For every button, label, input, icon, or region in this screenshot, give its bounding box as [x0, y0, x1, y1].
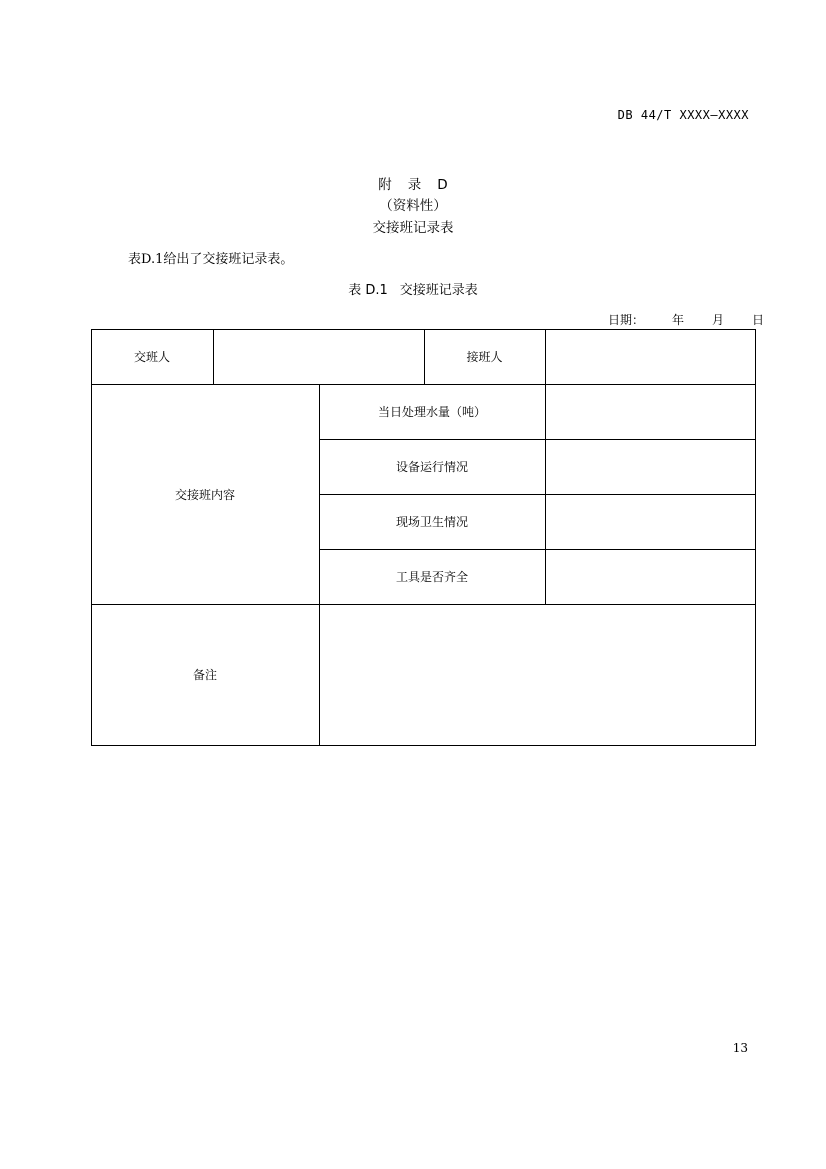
appendix-label-part: D [437, 177, 448, 193]
remarks-value[interactable] [319, 604, 756, 745]
content-value-tools-complete[interactable] [545, 549, 756, 604]
date-day: 日 [752, 313, 765, 327]
date-line [608, 311, 768, 328]
table-caption [0, 279, 826, 298]
table-caption-number: 表 D.1 [348, 283, 388, 298]
content-item-tools-complete: 工具是否齐全 [395, 570, 468, 584]
appendix-nature: （资料性） [379, 198, 447, 214]
takeover-person-value[interactable] [545, 329, 756, 384]
page-number: 13 [732, 1041, 748, 1055]
table-caption-title: 交接班记录表 [399, 283, 478, 298]
date-month: 月 [712, 313, 725, 327]
handover-person-value[interactable] [213, 329, 424, 384]
content-value-equipment-status[interactable] [545, 439, 756, 494]
handover-record-table [91, 329, 756, 746]
takeover-person-label: 接班人 [466, 350, 503, 364]
date-year: 年 [672, 313, 685, 327]
content-value-water-volume[interactable] [545, 384, 756, 439]
content-item-water-volume: 当日处理水量（吨） [377, 405, 486, 419]
remarks-label: 备注 [192, 668, 217, 682]
appendix-label-part: 录 [407, 177, 422, 193]
standard-code: DB 44/T XXXX—XXXX [617, 108, 749, 122]
date-label: 日期： [608, 313, 645, 327]
appendix-label-part: 附 [378, 177, 392, 193]
handover-person-label: 交班人 [133, 350, 170, 364]
content-item-site-hygiene: 现场卫生情况 [395, 515, 468, 529]
content-item-equipment-status: 设备运行情况 [395, 460, 468, 474]
appendix-label [0, 173, 826, 193]
appendix-title: 交接班记录表 [372, 220, 454, 236]
content-value-site-hygiene[interactable] [545, 494, 756, 549]
handover-content-label: 交接班内容 [174, 487, 235, 502]
intro-text: 表D.1给出了交接班记录表。 [128, 252, 294, 267]
